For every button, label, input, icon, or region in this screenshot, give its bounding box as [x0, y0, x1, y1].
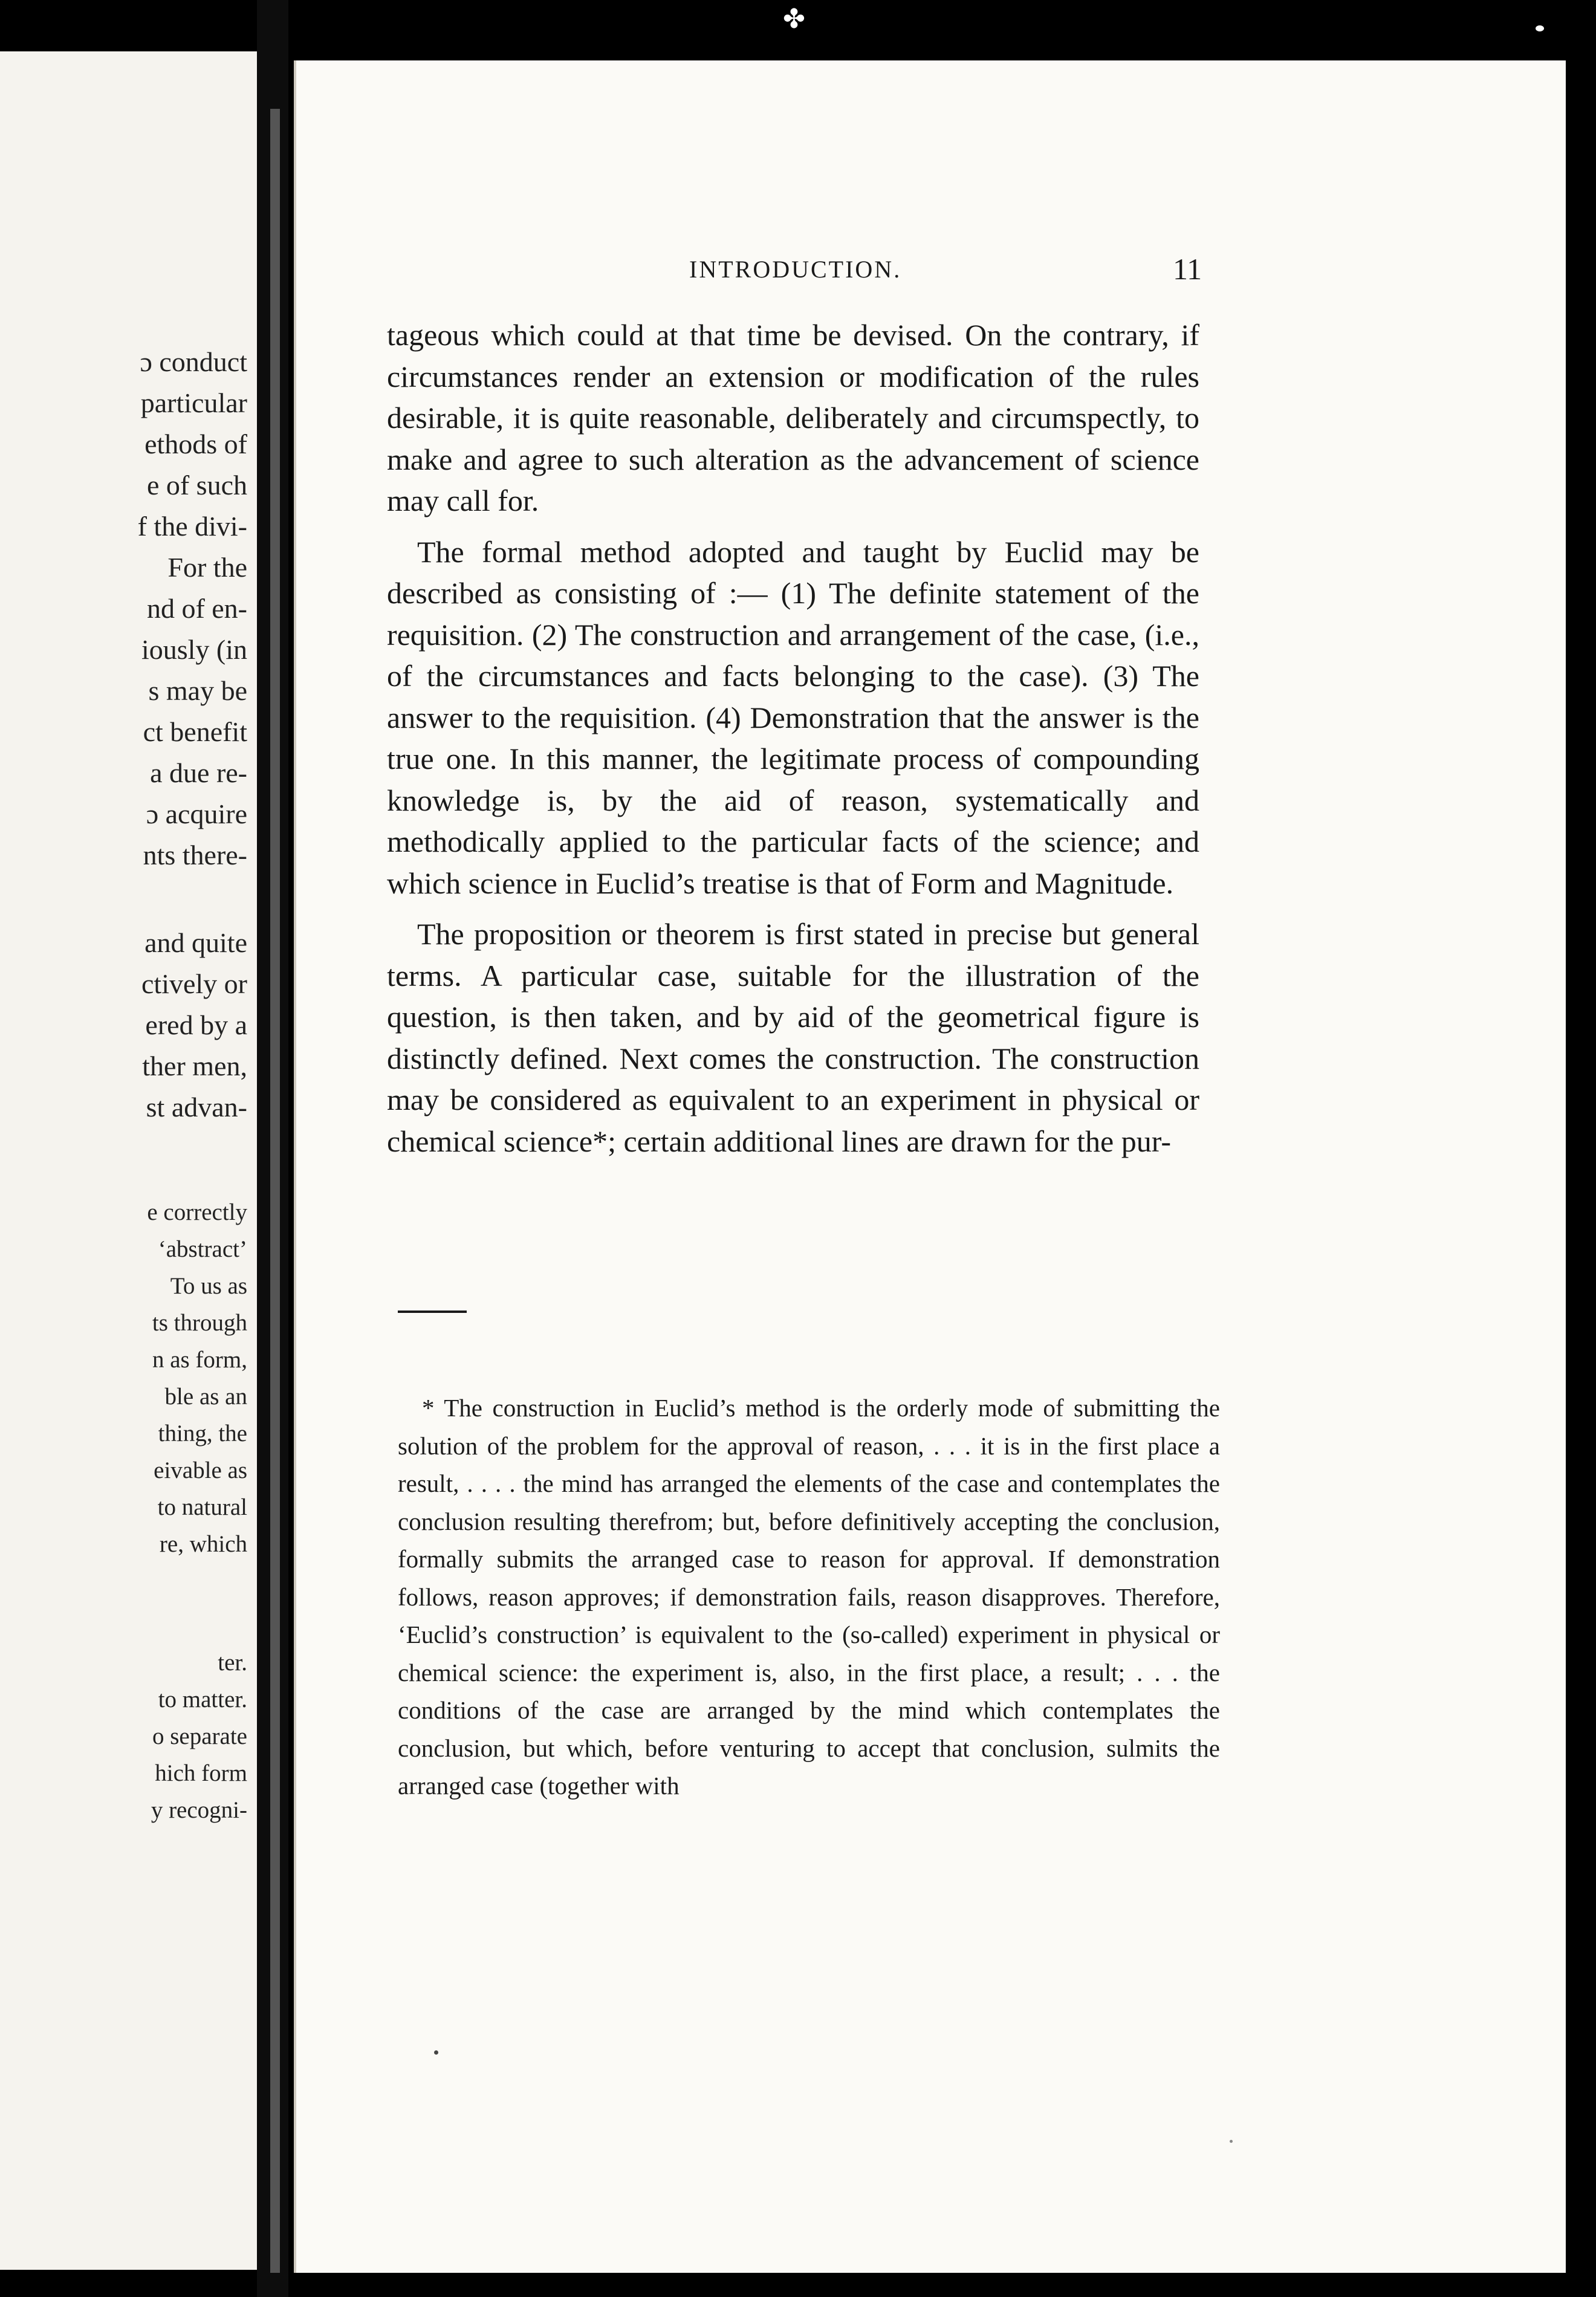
left-page-line: nts there- [143, 840, 247, 870]
footnote-text: * The construction in Euclid’s method is the orderly mode of submitting the solution of the problem for the approval of reason, . . . it is in the first place a result, . . . . the mind has arranged the elements of the case and contemplates the conclusion resulting therefrom; but, before definitively accepting the conclusion, formally submits the arranged case to reason for approval. If demonstration follows, reason approves; if demonstration fails, reason disapproves. Therefore, ‘Euclid’s construction’ is equivalent to the (so-called) experiment in physical or chemical science: the experiment is, also, in the first place, a result; . . . the conditions of the case are arranged by the mind which contemplates the conclusion, but which, before venturing to accept that conclusion, sulmits the arranged case (together with [398, 1394, 1220, 1800]
left-page-line: ctively or [141, 968, 247, 999]
left-page-line: st advan- [146, 1092, 247, 1123]
body-text [387, 314, 1199, 1171]
left-page-line: ered by a [145, 1009, 247, 1040]
left-page-line: ‘abstract’ [158, 1236, 247, 1262]
left-page-line: eivable as [154, 1457, 247, 1483]
left-page-line: To us as [170, 1273, 247, 1299]
paragraph-1: tageous which could at that time be devised. On the contrary, if circumstances render an extension or modification of the rules desirable, it is quite reasonable, deliberately and circumspectly, to make and agree to such alteration as the advancement of science may call for. [387, 318, 1199, 517]
scan-speck [434, 2050, 438, 2055]
left-page-line: particular [140, 387, 247, 418]
paragraph-2: The formal method adopted and taught by Euclid may be described as consisting of :— (1) The definite statement of the requisition. (2) The construction and arrangement of the case, (i.e., of the circumstances and facts belonging to the case). (3) The answer to the requisition. (4) Demonstration that the answer is the true one. In this manner, the legitimate process of compounding knowledge is, by the aid of reason, systematically and methodically applied to the particular facts of the science; and which science in Euclid’s treatise is that of Form and Magnitude. [387, 534, 1199, 900]
footnote-rule [398, 1310, 467, 1313]
left-page-line: ethods of [144, 429, 247, 459]
left-page-line: ble as an [164, 1384, 247, 1410]
scan-speck [1230, 2140, 1233, 2143]
footnote [398, 1389, 1220, 1805]
left-page-line: to natural [157, 1494, 247, 1520]
left-page-line: ɔ acquire [146, 799, 247, 829]
left-page-line: ct benefit [143, 716, 247, 747]
left-page-line: e of such [146, 470, 247, 501]
scan-dot-icon [1536, 25, 1544, 31]
left-page-line: and quite [144, 927, 247, 958]
running-title: INTRODUCTION. [689, 256, 902, 283]
gutter-rule [270, 109, 280, 2273]
left-page-line: re, which [159, 1531, 247, 1557]
left-page-line: a due re- [150, 757, 247, 788]
paragraph-3: The proposition or theorem is first stated in precise but general terms. A particular case, suitable for the illustration of the question, is then taken, and by aid of the geometrical figure is distinctly defined. Next comes the construction. The construction may be considered as equivalent to an experiment in physical or chemical science*; certain additional lines are drawn for the pur- [387, 917, 1199, 1158]
left-page-line: n as form, [152, 1347, 247, 1373]
left-page-line: o separate [152, 1723, 247, 1749]
left-page-line: s may be [148, 675, 247, 706]
left-page-line: to matter. [158, 1686, 247, 1712]
left-page-line: thing, the [158, 1421, 247, 1447]
left-page-line: hich form [155, 1760, 247, 1786]
left-page-line: iously (in [141, 634, 247, 665]
left-page-line: ts through [152, 1310, 247, 1336]
left-page-line: f the divi- [137, 511, 247, 542]
left-page-line: e correctly [147, 1199, 247, 1225]
left-page-line: ɔ conduct [140, 346, 247, 377]
left-page-line: nd of en- [146, 593, 247, 624]
left-page-line: y recogni- [151, 1797, 247, 1823]
left-page-line: ter. [218, 1650, 247, 1676]
right-page [294, 60, 1566, 2273]
running-head [296, 252, 1566, 303]
scan-mark-icon: ✤ [783, 4, 805, 34]
left-page-fragment [0, 51, 257, 2270]
left-page-line: For the [167, 552, 247, 583]
left-page-line: ther men, [142, 1051, 247, 1081]
page-number: 11 [1173, 252, 1202, 286]
